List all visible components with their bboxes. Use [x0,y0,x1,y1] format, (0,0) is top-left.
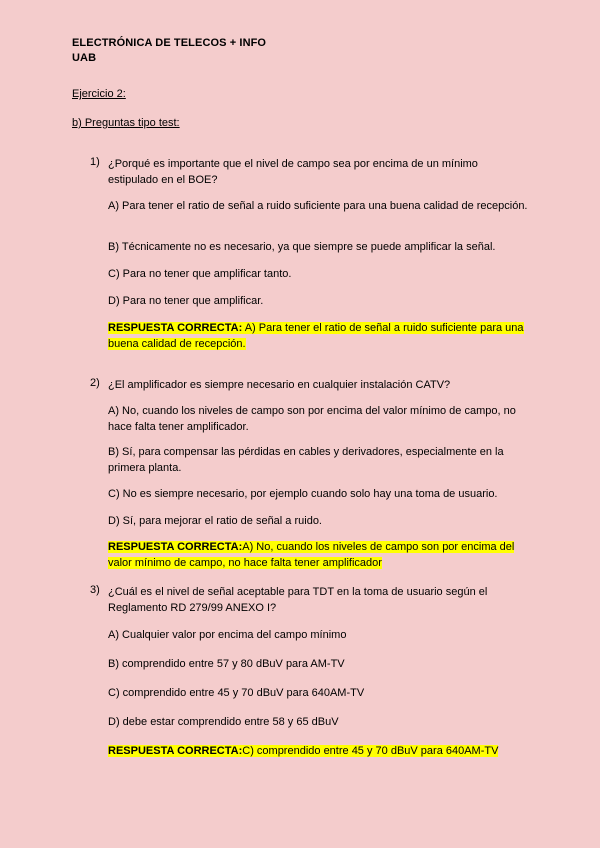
question-2-option-b: B) Sí, para compensar las pérdidas en cables y derivadores, especialmente en la primera planta. [108,446,504,474]
question-2-number: 2) [90,377,100,389]
question-2-answer [108,539,528,571]
question-1-option-c: C) Para no tener que amplificar tanto. [108,268,292,280]
answer-label: RESPUESTA CORRECTA: [108,322,243,334]
question-3-text: ¿Cuál es el nivel de señal aceptable para TDT en la toma de usuario según el Reglamento RD 279/99 ANEXO I? [108,586,488,614]
question-1-answer [108,320,528,352]
question-3-option-d: D) debe estar comprendido entre 58 y 65 dBuV [108,716,339,728]
course-title: ELECTRÓNICA DE TELECOS + INFO [72,37,267,49]
answer-label: RESPUESTA CORRECTA: [108,541,243,553]
question-1-option-a: A) Para tener el ratio de señal a ruido suficiente para una buena calidad de recepción. [108,200,528,212]
exercise-title: Ejercicio 2: [72,88,126,100]
answer-text: A) No, cuando los niveles de campo son por encima del valor mínimo de campo, no hace falta tener amplificador [108,541,515,569]
question-2-option-d: D) Sí, para mejorar el ratio de señal a ruido. [108,515,322,527]
question-2-text: ¿El amplificador es siempre necesario en cualquier instalación CATV? [108,379,451,391]
question-1-text: ¿Porqué es importante que el nivel de campo sea por encima de un mínimo estipulado en el BOE? [108,158,478,186]
question-3-answer [108,743,528,759]
question-3-option-c: C) comprendido entre 45 y 70 dBuV para 640AM-TV [108,687,365,699]
university-name: UAB [72,52,97,64]
answer-text: C) comprendido entre 45 y 70 dBuV para 640AM-TV [242,745,499,757]
question-3-option-a: A) Cualquier valor por encima del campo mínimo [108,629,347,641]
section-title: b) Preguntas tipo test: [72,117,180,129]
question-3-number: 3) [90,584,100,596]
question-1-option-d: D) Para no tener que amplificar. [108,295,264,307]
question-1-number: 1) [90,156,100,168]
question-2-option-a: A) No, cuando los niveles de campo son por encima del valor mínimo de campo, no hace falta tener amplificador. [108,405,516,433]
answer-text: A) Para tener el ratio de señal a ruido suficiente para una buena calidad de recepción. [108,322,524,350]
answer-label: RESPUESTA CORRECTA: [108,745,243,757]
question-3-option-b: B) comprendido entre 57 y 80 dBuV para AM-TV [108,658,345,670]
question-1-option-b: B) Técnicamente no es necesario, ya que siempre se puede amplificar la señal. [108,241,496,253]
question-2-option-c: C) No es siempre necesario, por ejemplo cuando solo hay una toma de usuario. [108,488,498,500]
